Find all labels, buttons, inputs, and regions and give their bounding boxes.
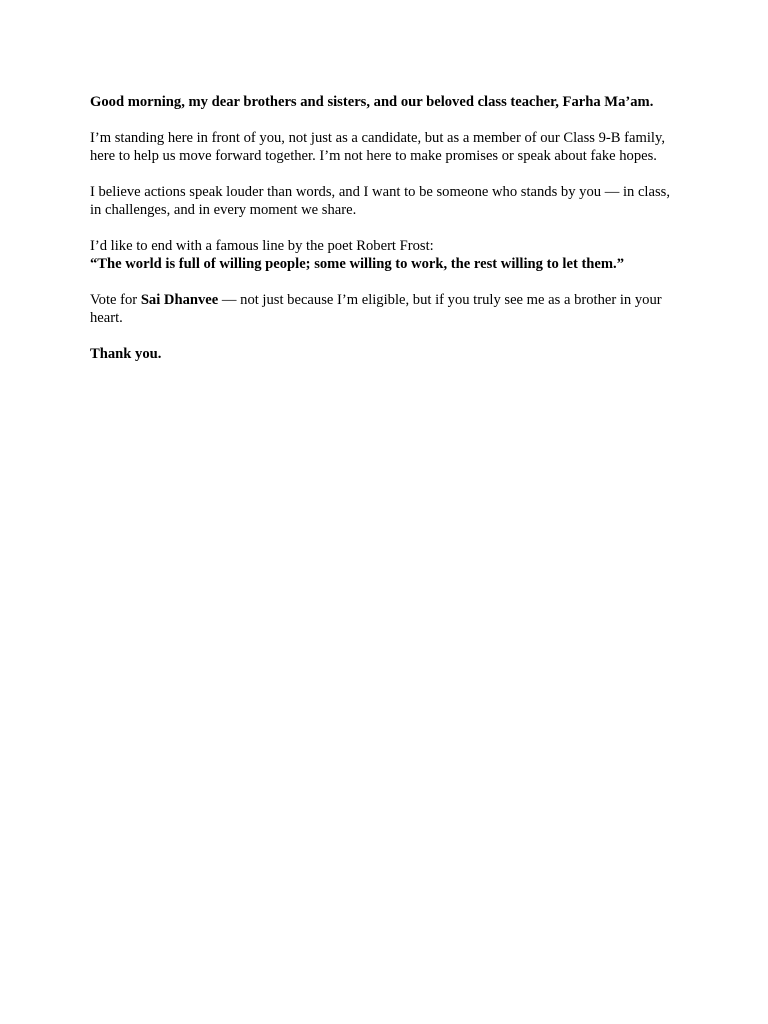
quote-intro: I’d like to end with a famous line by the poet Robert Frost: [90, 238, 434, 254]
vote-suffix: — not just because I’m eligible, but if you truly see me as a brother in your heart. [90, 292, 662, 326]
greeting-line: Good morning, my dear brothers and sisters, and our beloved class teacher, Farha Ma’am. [90, 94, 654, 110]
vote-prefix: Vote for [90, 292, 141, 308]
vote-paragraph [90, 291, 680, 327]
speech-body [90, 93, 680, 381]
quote-text: “The world is full of willing people; some willing to work, the rest willing to let them.” [90, 256, 625, 272]
intro-paragraph: I’m standing here in front of you, not just as a candidate, but as a member of our Class 9-B family, here to help us move forward together. I’m not here to make promises or speak about fake hopes. [90, 130, 665, 164]
candidate-name: Sai Dhanvee [140, 292, 219, 308]
actions-paragraph: I believe actions speak louder than words, and I want to be someone who stands by you — in class, in challenges, and in every moment we share. [90, 184, 670, 218]
closing-line: Thank you. [90, 346, 162, 362]
